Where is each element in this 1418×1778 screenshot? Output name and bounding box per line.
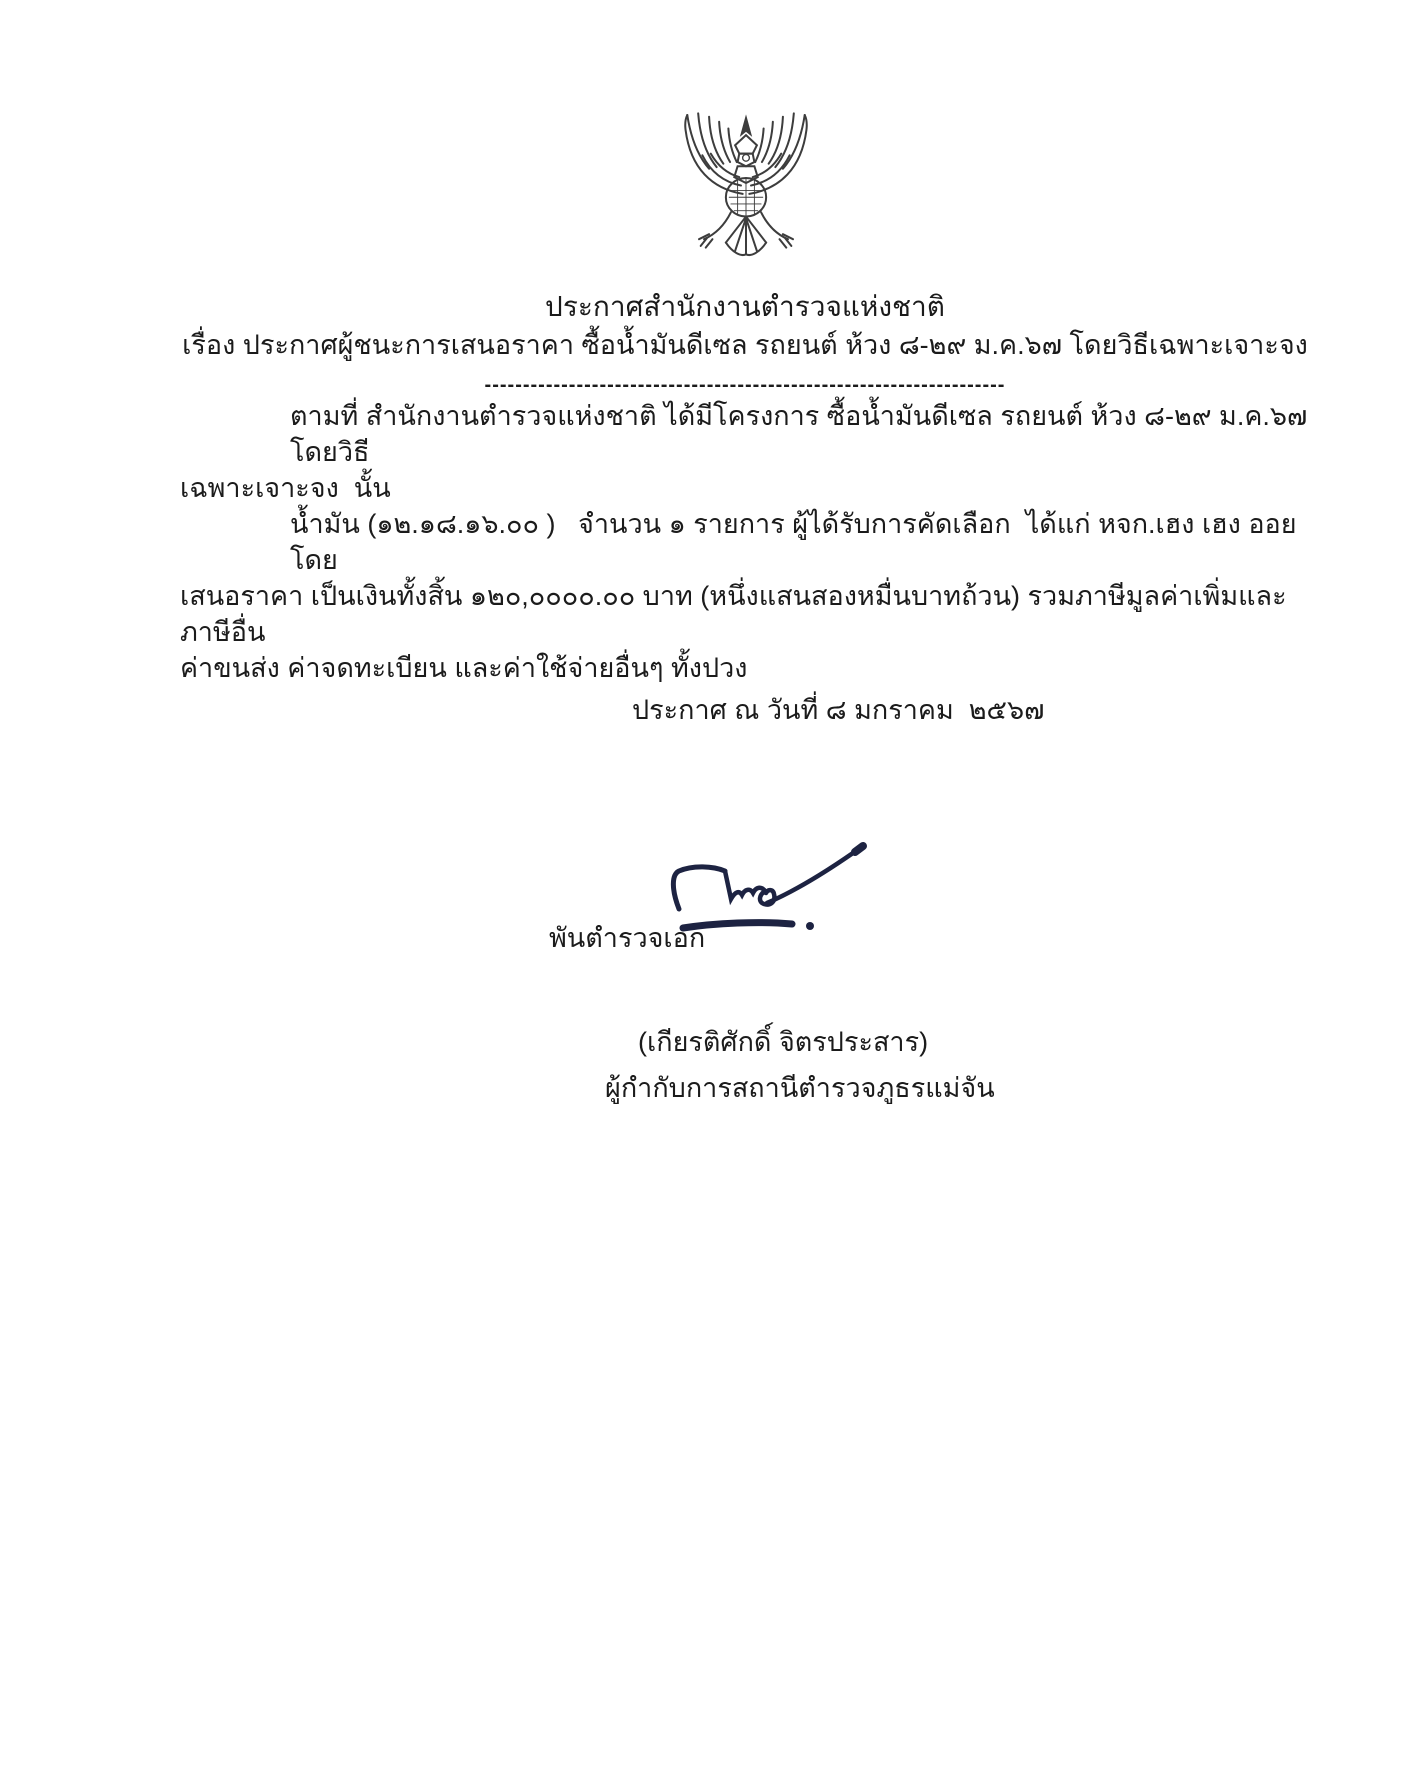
page-title: ประกาศสำนักงานตำรวจแห่งชาติ [545, 291, 945, 322]
garuda-emblem [662, 110, 830, 282]
body-text-line: เสนอราคา เป็นเงินทั้งสิ้น ๑๒๐,๐๐๐๐.๐๐ บาท (หนึ่งแสนสองหมื่นบาทถ้วน) รวมภาษีมูลค่าเพิ่มและภาษีอื่น [180, 581, 1287, 647]
signature-image [655, 833, 885, 943]
signer-position: ผู้กำกับการสถานีตำรวจภูธรแม่จัน [605, 1073, 995, 1103]
body-text-line: ตามที่ สำนักงานตำรวจแห่งชาติ ได้มีโครงการ ซื้อน้ำมันดีเซล รถยนต์ ห้วง ๘-๒๙ ม.ค.๖๗ โดยวิธี [290, 401, 1315, 467]
signer-rank: พันตำรวจเอก [549, 923, 706, 953]
body-text-line: เฉพาะเจาะจง นั้น [180, 473, 391, 503]
signer-name: (เกียรติศักดิ์ จิตรประสาร) [638, 1027, 929, 1057]
title-block [180, 288, 1310, 398]
announcement-date-line: ประกาศ ณ วันที่ ๘ มกราคม ๒๕๖๗ [632, 695, 1045, 725]
divider-line: -------------------------------------------------------------------- [484, 374, 1006, 396]
handwritten-signature-icon [655, 833, 885, 943]
body-text-line: น้ำมัน (๑๒.๑๘.๑๖.๐๐ ) จำนวน ๑ รายการ ผู้ได้รับการคัดเลือก ได้แก่ หจก.เฮง เฮง ออย โดย [290, 509, 1305, 575]
garuda-emblem-icon [662, 110, 830, 282]
subject-line: เรื่อง ประกาศผู้ชนะการเสนอราคา ซื้อน้ำมันดีเซล รถยนต์ ห้วง ๘-๒๙ ม.ค.๖๗ โดยวิธีเฉพาะเจาะจง [182, 330, 1308, 360]
body-text-line: ค่าขนส่ง ค่าจดทะเบียน และค่าใช้จ่ายอื่นๆ ทั้งปวง [180, 653, 748, 683]
body-block [180, 398, 1320, 686]
